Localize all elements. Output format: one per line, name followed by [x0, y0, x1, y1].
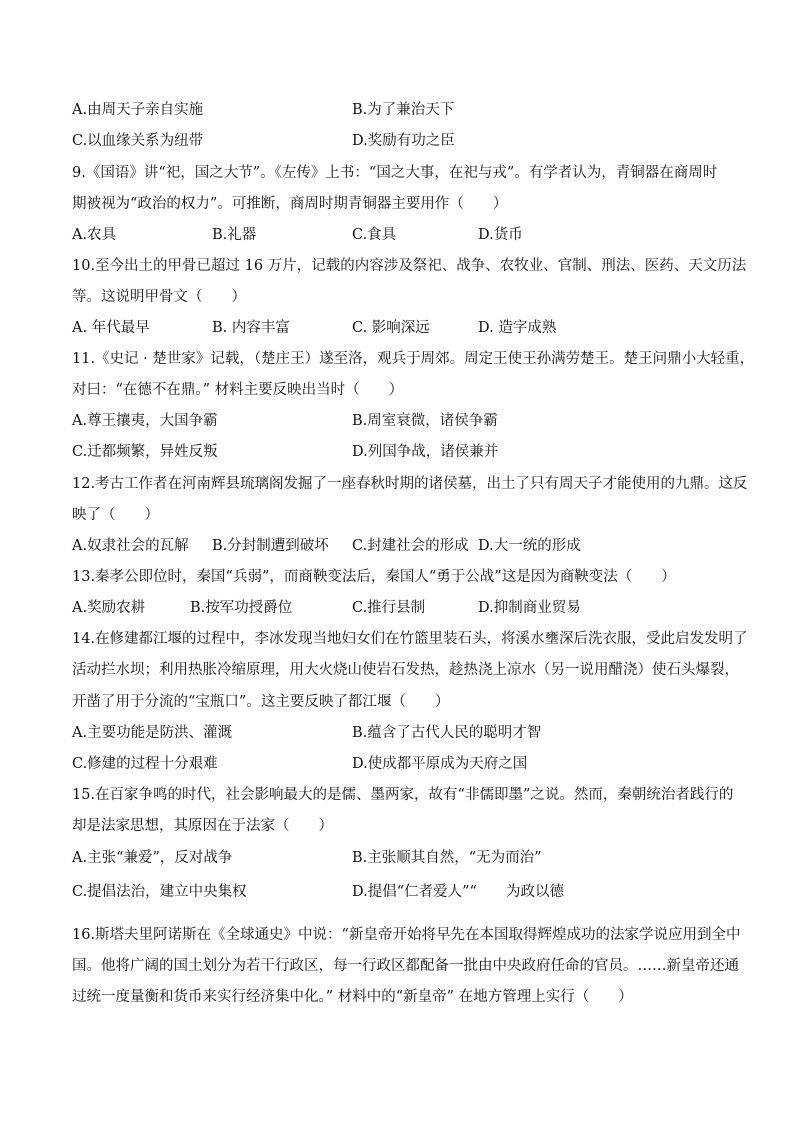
q9-options: [0, 225, 794, 245]
q8-option-d: D.奖励有功之臣: [352, 133, 455, 149]
q9-stem-line1: 9.《国语》讲“祀，国之大节”。《左传》上书：“国之大事，在祀与戎”。有学者认为，青铜器在商周时: [72, 165, 718, 181]
q11-option-c: C.迁都频繁，异姓反叛: [72, 444, 218, 460]
q8-option-a: A.由周天子亲自实施: [72, 102, 204, 118]
q11-option-a: A.尊王攘夷，大国争霸: [72, 413, 218, 429]
q12-option-a: A.奴隶社会的瓦解: [72, 538, 189, 554]
q13-option-a: A.奖励农耕: [72, 600, 146, 616]
q9-option-b: B.礼器: [212, 227, 257, 243]
q13-option-d: D.抑制商业贸易: [478, 600, 581, 616]
q10-option-c: C. 影响深远: [352, 320, 430, 336]
q10-options: [0, 318, 794, 338]
q8-option-c: C.以血缘关系为纽带: [72, 133, 204, 149]
q11-option-d: D.列国争战，诸侯兼并: [352, 444, 499, 460]
q13-options: [0, 598, 794, 618]
q14-stem-line3: 开凿了用于分流的“宝瓶口”。这主要反映了都江堰（ ）: [72, 694, 450, 710]
q14-option-b: B.蕴含了古代人民的聪明才智: [352, 725, 542, 741]
q8-option-b: B.为了兼治天下: [352, 102, 455, 118]
q14-stem-line2: 活动拦水坝；利用热胀冷缩原理，用大火烧山使岩石发热，趁热浇上凉水（另一说用醋浇）使石头爆裂，: [72, 662, 739, 678]
q12-option-c: C.封建社会的形成: [352, 538, 469, 554]
q13-option-b: B.按军功授爵位: [190, 600, 293, 616]
q10-stem-line2: 等。这说明甲骨文（ ）: [72, 289, 246, 305]
q15-option-a: A.主张“兼爱”，反对战争: [72, 850, 233, 866]
q10-stem-line1: 10.至今出土的甲骨已超过 16 万片，记载的内容涉及祭祀、战争、农牧业、官制、刑法、医药、天文历法: [72, 258, 747, 274]
q9-option-c: C.食具: [352, 227, 397, 243]
q14-stem-line1: 14.在修建都江堰的过程中，李冰发现当地妇女们在竹篮里装石头，将溪水壅深后洗衣服，受此启发发明了: [72, 631, 748, 647]
q15-option-d: D.提倡“仁者爱人”“ 为政以德: [352, 884, 564, 900]
q14-option-c: C.修建的过程十分艰难: [72, 756, 218, 772]
q9-option-d: D.货币: [478, 227, 523, 243]
q10-option-a: A. 年代最早: [72, 320, 150, 336]
q12-stem-line2: 映了（ ）: [72, 507, 159, 523]
q11-stem-line1: 11.《史记 · 楚世家》记载，（楚庄王）遂至洛，观兵于周郊。周定王使王孙满劳楚王。楚王问鼎小大轻重，: [72, 351, 755, 367]
q16-stem-line1: 16.斯塔夫里阿诺斯在《全球通史》中说：“新皇帝开始将早先在本国取得辉煌成功的法家学说应用到全中: [72, 927, 741, 943]
q10-option-b: B. 内容丰富: [212, 320, 290, 336]
q12-options: [0, 536, 794, 556]
q15-option-c: C.提倡法治，建立中央集权: [72, 884, 247, 900]
q12-option-b: B.分封制遭到破坏: [212, 538, 329, 554]
q13-stem-line1: 13.秦孝公即位时，秦国“兵弱”，而商鞅变法后，秦国人“勇于公战”这是因为商鞅变法（ ）: [72, 569, 676, 585]
q12-stem-line1: 12.考古工作者在河南辉县琉璃阁发掘了一座春秋时期的诸侯墓，出土了只有周天子才能使用的九鼎。这反: [72, 476, 748, 492]
q11-stem-line2: 对曰：“在德不在鼎。” 材料主要反映出当时（ ）: [72, 382, 404, 398]
q9-stem-line2: 期被视为“政治的权力”。可推断，商周时期青铜器主要用作（ ）: [72, 196, 508, 212]
q12-option-d: D.大一统的形成: [478, 538, 581, 554]
q14-option-a: A.主要功能是防洪、灌溉: [72, 725, 233, 741]
q16-stem-line3: 过统一度量衡和货币来实行经济集中化。” 材料中的“新皇帝” 在地方管理上实行（ ）: [72, 989, 633, 1005]
q10-option-d: D. 造字成熟: [478, 320, 557, 336]
q15-option-b: B.主张顺其自然，“无为而治”: [352, 850, 542, 866]
q16-stem-line2: 国。他将广阔的国土划分为若干行政区，每一行政区都配备一批由中央政府任命的官员。……新皇帝还通: [72, 958, 739, 974]
q15-stem-line2: 却是法家思想，其原因在于法家（ ）: [72, 818, 333, 834]
q9-option-a: A.农具: [72, 227, 117, 243]
q13-option-c: C.推行县制: [352, 600, 426, 616]
q15-stem-line1: 15.在百家争鸣的时代，社会影响最大的是儒、墨两家，故有“非儒即墨”之说。然而，秦朝统治者践行的: [72, 787, 734, 803]
q11-option-b: B.周室衰微，诸侯争霸: [352, 413, 498, 429]
q14-option-d: D.使成都平原成为天府之国: [352, 756, 528, 772]
